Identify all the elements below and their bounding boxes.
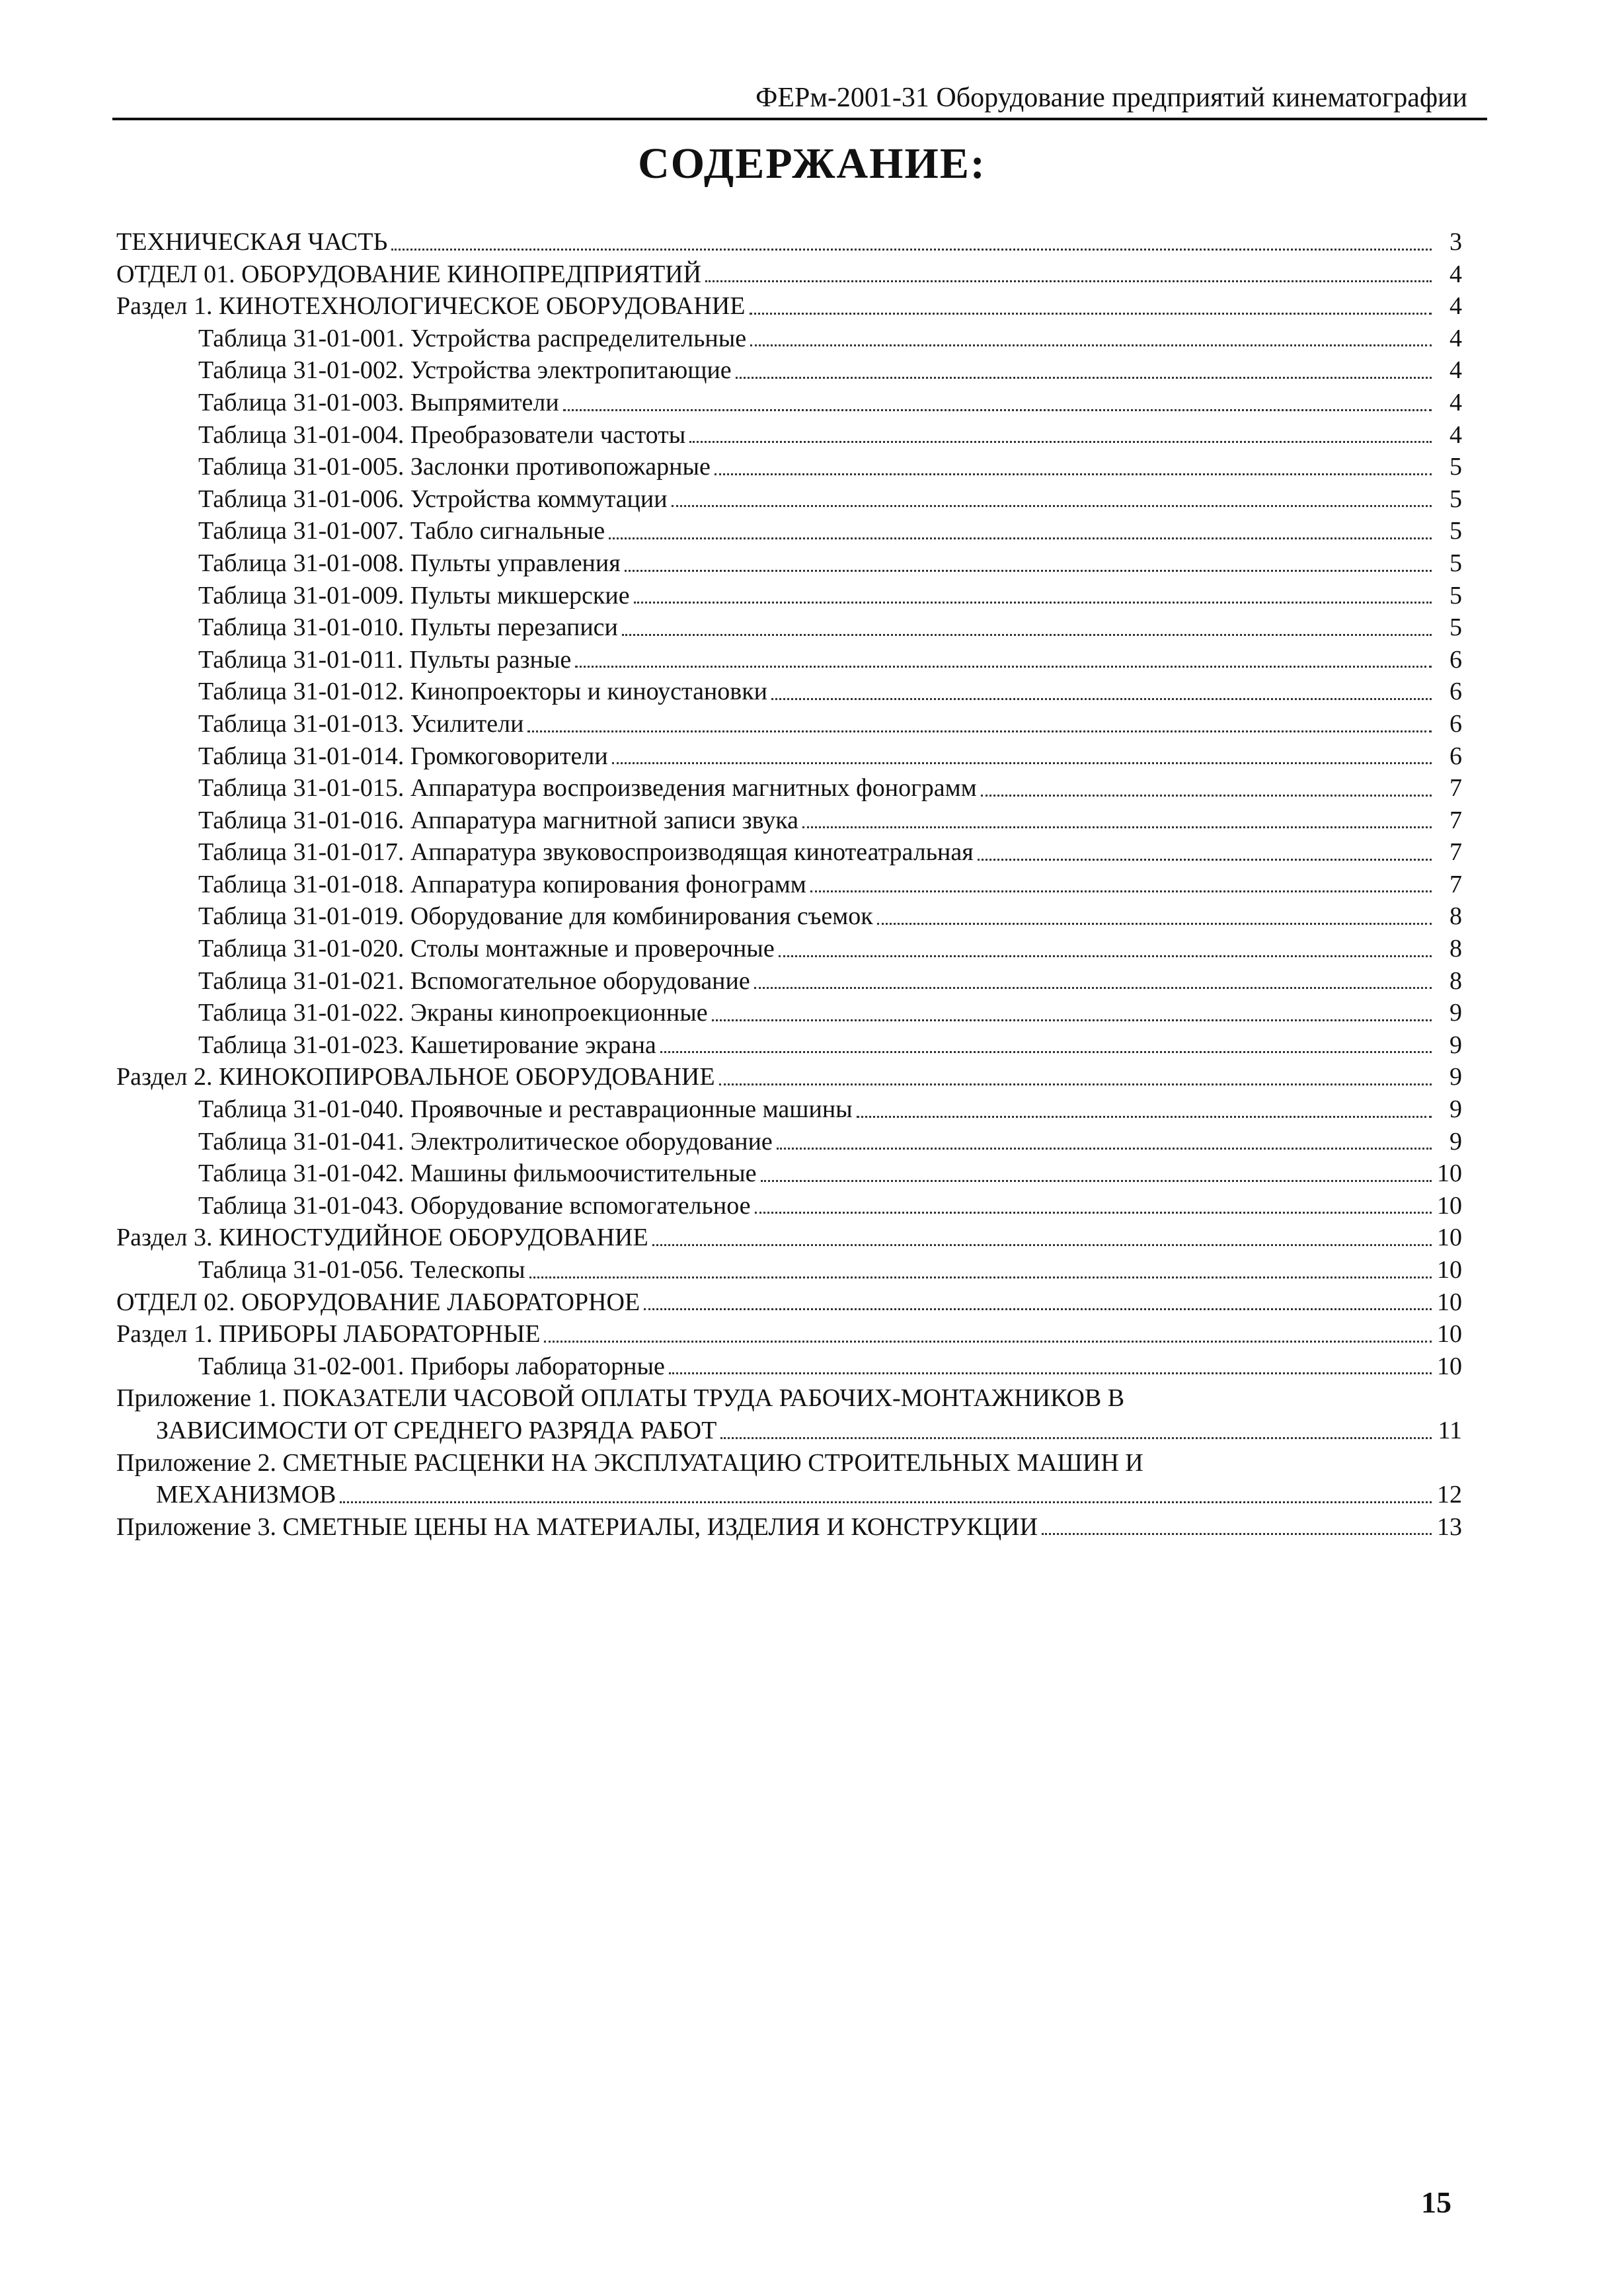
toc-page-number: 10 bbox=[1437, 1191, 1462, 1220]
dot-leader bbox=[715, 473, 1432, 475]
toc-entry-text: Таблица 31-01-003. Выпрямители bbox=[198, 388, 559, 416]
toc-entry[interactable] bbox=[116, 1447, 1462, 1511]
toc-entry-text: Таблица 31-01-005. Заслонки противопожарные bbox=[198, 453, 711, 481]
dot-leader bbox=[771, 698, 1432, 700]
toc-entry[interactable] bbox=[116, 451, 1462, 483]
table-of-contents bbox=[116, 226, 1462, 1543]
dot-leader bbox=[754, 987, 1432, 989]
toc-entry-text: Таблица 31-01-015. Аппаратура воспроизведения магнитных фонограмм bbox=[198, 774, 977, 803]
toc-page-number: 10 bbox=[1437, 1320, 1462, 1349]
toc-entry[interactable] bbox=[116, 740, 1462, 773]
toc-entry-text: ОТДЕЛ 02. ОБОРУДОВАНИЕ ЛАБОРАТОРНОЕ bbox=[116, 1288, 640, 1316]
dot-leader bbox=[622, 634, 1432, 636]
toc-entry-text: Таблица 31-01-002. Устройства электропитающие bbox=[198, 356, 732, 385]
toc-entry-text: Приложение 2. СМЕТНЫЕ РАСЦЕНКИ НА ЭКСПЛУАТАЦИЮ СТРОИТЕЛЬНЫХ МАШИН И bbox=[116, 1448, 1143, 1477]
toc-entry-text: Таблица 31-02-001. Приборы лабораторные bbox=[198, 1352, 665, 1380]
toc-page-number: 5 bbox=[1450, 581, 1462, 609]
toc-entry[interactable] bbox=[116, 997, 1462, 1029]
toc-entry-continuation bbox=[116, 1415, 1462, 1447]
dot-leader bbox=[609, 537, 1432, 539]
toc-entry-text: ОТДЕЛ 01. ОБОРУДОВАНИЕ КИНОПРЕДПРИЯТИЙ bbox=[116, 260, 702, 288]
toc-entry[interactable] bbox=[116, 611, 1462, 644]
toc-page-number: 4 bbox=[1450, 324, 1462, 352]
toc-entry-text: Раздел 1. ПРИБОРЫ ЛАБОРАТОРНЫЕ bbox=[116, 1320, 541, 1349]
dot-leader bbox=[777, 1148, 1432, 1150]
dot-leader bbox=[712, 1019, 1432, 1021]
toc-entry[interactable] bbox=[116, 580, 1462, 612]
toc-page-number: 11 bbox=[1438, 1416, 1462, 1444]
toc-entry-text: Таблица 31-01-040. Проявочные и реставрационные машины bbox=[198, 1095, 853, 1124]
toc-page-number: 4 bbox=[1450, 356, 1462, 385]
page-number: 15 bbox=[1421, 2185, 1451, 2219]
dot-leader bbox=[978, 859, 1432, 861]
dot-leader bbox=[736, 377, 1432, 379]
toc-page-number: 3 bbox=[1450, 228, 1462, 256]
toc-entry[interactable] bbox=[116, 965, 1462, 998]
dot-leader bbox=[802, 826, 1432, 828]
toc-entry-text: Таблица 31-01-011. Пульты разные bbox=[198, 645, 572, 674]
dot-leader bbox=[750, 313, 1432, 315]
toc-entry[interactable] bbox=[116, 900, 1462, 933]
toc-entry[interactable] bbox=[116, 1158, 1462, 1190]
toc-entry-text: Таблица 31-01-010. Пульты перезаписи bbox=[198, 613, 618, 642]
dot-leader bbox=[981, 795, 1432, 797]
toc-entry[interactable] bbox=[116, 1222, 1462, 1254]
toc-entry[interactable] bbox=[116, 644, 1462, 676]
dot-leader bbox=[644, 1308, 1432, 1310]
toc-entry-text: Раздел 2. КИНОКОПИРОВАЛЬНОЕ ОБОРУДОВАНИЕ bbox=[116, 1063, 715, 1091]
toc-entry[interactable] bbox=[116, 290, 1462, 323]
toc-entry[interactable] bbox=[116, 547, 1462, 580]
dot-leader bbox=[857, 1116, 1432, 1118]
toc-entry[interactable] bbox=[116, 869, 1462, 901]
toc-entry-text: Приложение 1. ПОКАЗАТЕЛИ ЧАСОВОЙ ОПЛАТЫ ТРУДА РАБОЧИХ-МОНТАЖНИКОВ В bbox=[116, 1384, 1125, 1413]
toc-entry-text: Таблица 31-01-007. Табло сигнальные bbox=[198, 517, 605, 545]
toc-entry[interactable] bbox=[116, 387, 1462, 419]
toc-entry-text: Таблица 31-01-056. Телескопы bbox=[198, 1256, 525, 1284]
toc-entry-text: Таблица 31-01-009. Пульты микшерские bbox=[198, 581, 630, 609]
dot-leader bbox=[340, 1501, 1432, 1503]
toc-page-number: 10 bbox=[1437, 1256, 1462, 1284]
dot-leader bbox=[719, 1083, 1432, 1085]
toc-entry[interactable] bbox=[116, 708, 1462, 740]
toc-entry-text: Таблица 31-01-023. Кашетирование экрана bbox=[198, 1031, 656, 1059]
toc-page-number: 7 bbox=[1450, 838, 1462, 867]
toc-entry[interactable] bbox=[116, 258, 1462, 291]
dot-leader bbox=[625, 570, 1432, 572]
toc-page-number: 5 bbox=[1450, 613, 1462, 642]
toc-entry[interactable] bbox=[116, 676, 1462, 708]
toc-entry[interactable] bbox=[116, 804, 1462, 837]
dot-leader bbox=[660, 1051, 1432, 1053]
toc-page-number: 9 bbox=[1450, 1095, 1462, 1124]
dot-leader bbox=[755, 1212, 1432, 1214]
toc-entry-text: Таблица 31-01-008. Пульты управления bbox=[198, 549, 621, 577]
dot-leader bbox=[779, 955, 1432, 957]
toc-entry[interactable] bbox=[116, 419, 1462, 451]
toc-entry[interactable] bbox=[116, 772, 1462, 804]
toc-entry-text: Таблица 31-01-017. Аппаратура звуковоспроизводящая кинотеатральная bbox=[198, 838, 974, 867]
toc-page-number: 10 bbox=[1437, 1224, 1462, 1252]
toc-page-number: 4 bbox=[1450, 388, 1462, 416]
toc-entry[interactable] bbox=[116, 226, 1462, 258]
toc-entry[interactable] bbox=[116, 323, 1462, 355]
toc-entry-text: Раздел 3. КИНОСТУДИЙНОЕ ОБОРУДОВАНИЕ bbox=[116, 1224, 648, 1252]
toc-page-number: 10 bbox=[1437, 1352, 1462, 1380]
dot-leader bbox=[669, 1372, 1432, 1374]
toc-page-number: 6 bbox=[1450, 742, 1462, 770]
toc-entry-text: Таблица 31-01-020. Столы монтажные и проверочные bbox=[198, 935, 775, 963]
toc-page-number: 4 bbox=[1450, 420, 1462, 449]
toc-entry-text: Таблица 31-01-016. Аппаратура магнитной записи звука bbox=[198, 806, 799, 834]
toc-entry-text: Таблица 31-01-001. Устройства распределительные bbox=[198, 324, 747, 352]
toc-page-number: 7 bbox=[1450, 806, 1462, 834]
toc-entry[interactable] bbox=[116, 1382, 1462, 1446]
toc-page-number: 9 bbox=[1450, 1127, 1462, 1156]
dot-leader bbox=[689, 441, 1432, 443]
dot-leader bbox=[750, 344, 1432, 346]
toc-entry-text: Таблица 31-01-041. Электролитическое оборудование bbox=[198, 1127, 773, 1156]
toc-page-number: 4 bbox=[1450, 292, 1462, 321]
toc-entry[interactable] bbox=[116, 1126, 1462, 1158]
toc-page-number: 12 bbox=[1437, 1481, 1462, 1509]
toc-entry[interactable] bbox=[116, 1511, 1462, 1544]
toc-page-number: 5 bbox=[1450, 517, 1462, 545]
toc-page-number: 8 bbox=[1450, 966, 1462, 995]
toc-page-number: 9 bbox=[1450, 999, 1462, 1027]
toc-page-number: 5 bbox=[1450, 453, 1462, 481]
toc-page-number: 13 bbox=[1437, 1512, 1462, 1541]
toc-entry-text: Таблица 31-01-043. Оборудование вспомогательное bbox=[198, 1191, 751, 1220]
toc-entry[interactable] bbox=[116, 1286, 1462, 1319]
toc-page-number: 10 bbox=[1437, 1288, 1462, 1316]
dot-leader bbox=[810, 890, 1432, 892]
toc-entry[interactable] bbox=[116, 836, 1462, 869]
dot-leader bbox=[391, 249, 1432, 251]
toc-entry[interactable] bbox=[116, 1190, 1462, 1222]
toc-entry-text: Таблица 31-01-022. Экраны кинопроекционные bbox=[198, 999, 708, 1027]
toc-entry-text: Таблица 31-01-042. Машины фильмоочистительные bbox=[198, 1159, 757, 1188]
dot-leader bbox=[652, 1244, 1432, 1246]
toc-entry-continuation-text: ЗАВИСИМОСТИ ОТ СРЕДНЕГО РАЗРЯДА РАБОТ bbox=[156, 1416, 717, 1444]
toc-entry-text: Таблица 31-01-014. Громкоговорители bbox=[198, 742, 608, 770]
toc-entry[interactable] bbox=[116, 515, 1462, 547]
toc-page-number: 8 bbox=[1450, 902, 1462, 931]
dot-leader bbox=[720, 1437, 1432, 1439]
toc-entry-text: Приложение 3. СМЕТНЫЕ ЦЕНЫ НА МАТЕРИАЛЫ, ИЗДЕЛИЯ И КОНСТРУКЦИИ bbox=[116, 1512, 1038, 1541]
toc-entry-text: Таблица 31-01-006. Устройства коммутации bbox=[198, 485, 668, 513]
dot-leader bbox=[612, 762, 1432, 764]
toc-entry[interactable] bbox=[116, 1254, 1462, 1286]
toc-entry[interactable] bbox=[116, 1093, 1462, 1126]
toc-page-number: 7 bbox=[1450, 870, 1462, 898]
toc-entry[interactable] bbox=[116, 354, 1462, 387]
dot-leader bbox=[705, 280, 1432, 282]
toc-page-number: 7 bbox=[1450, 774, 1462, 803]
toc-entry-text: Таблица 31-01-019. Оборудование для комбинирования съемок bbox=[198, 902, 873, 931]
toc-entry[interactable] bbox=[116, 1061, 1462, 1093]
dot-leader bbox=[1042, 1533, 1432, 1535]
toc-entry[interactable] bbox=[116, 1351, 1462, 1383]
toc-page-number: 9 bbox=[1450, 1031, 1462, 1059]
dot-leader bbox=[544, 1341, 1432, 1343]
running-title: ФЕРм-2001-31 Оборудование предприятий кинематографии bbox=[755, 83, 1467, 113]
toc-page-number: 4 bbox=[1450, 260, 1462, 288]
toc-page-number: 5 bbox=[1450, 549, 1462, 577]
toc-page-number: 6 bbox=[1450, 645, 1462, 674]
toc-entry-continuation bbox=[116, 1479, 1462, 1511]
toc-entry-text: ТЕХНИЧЕСКАЯ ЧАСТЬ bbox=[116, 228, 388, 256]
toc-entry-text: Таблица 31-01-013. Усилители bbox=[198, 709, 524, 738]
dot-leader bbox=[761, 1180, 1432, 1182]
dot-leader bbox=[672, 505, 1432, 507]
dot-leader bbox=[563, 409, 1432, 411]
toc-page-number: 6 bbox=[1450, 709, 1462, 738]
dot-leader bbox=[575, 666, 1432, 668]
dot-leader bbox=[529, 1276, 1432, 1278]
running-header bbox=[112, 78, 1487, 120]
toc-entry-text: Таблица 31-01-018. Аппаратура копирования фонограмм bbox=[198, 870, 806, 898]
dot-leader bbox=[527, 730, 1432, 732]
toc-page-number: 8 bbox=[1450, 935, 1462, 963]
toc-entry-continuation-text: МЕХАНИЗМОВ bbox=[156, 1481, 336, 1509]
dot-leader bbox=[877, 923, 1432, 925]
toc-entry-text: Раздел 1. КИНОТЕХНОЛОГИЧЕСКОЕ ОБОРУДОВАНИЕ bbox=[116, 292, 746, 321]
dot-leader bbox=[634, 602, 1432, 604]
toc-page-number: 9 bbox=[1450, 1063, 1462, 1091]
toc-entry-text: Таблица 31-01-012. Кинопроекторы и киноустановки bbox=[198, 678, 768, 706]
toc-page-number: 5 bbox=[1450, 485, 1462, 513]
toc-page-number: 10 bbox=[1437, 1159, 1462, 1188]
toc-entry[interactable] bbox=[116, 1318, 1462, 1351]
toc-entry[interactable] bbox=[116, 933, 1462, 965]
toc-entry[interactable] bbox=[116, 483, 1462, 516]
toc-entry[interactable] bbox=[116, 1029, 1462, 1062]
toc-entry-text: Таблица 31-01-004. Преобразователи частоты bbox=[198, 420, 686, 449]
toc-entry-text: Таблица 31-01-021. Вспомогательное оборудование bbox=[198, 966, 750, 995]
page-title: СОДЕРЖАНИЕ: bbox=[638, 139, 986, 188]
toc-page-number: 6 bbox=[1450, 678, 1462, 706]
